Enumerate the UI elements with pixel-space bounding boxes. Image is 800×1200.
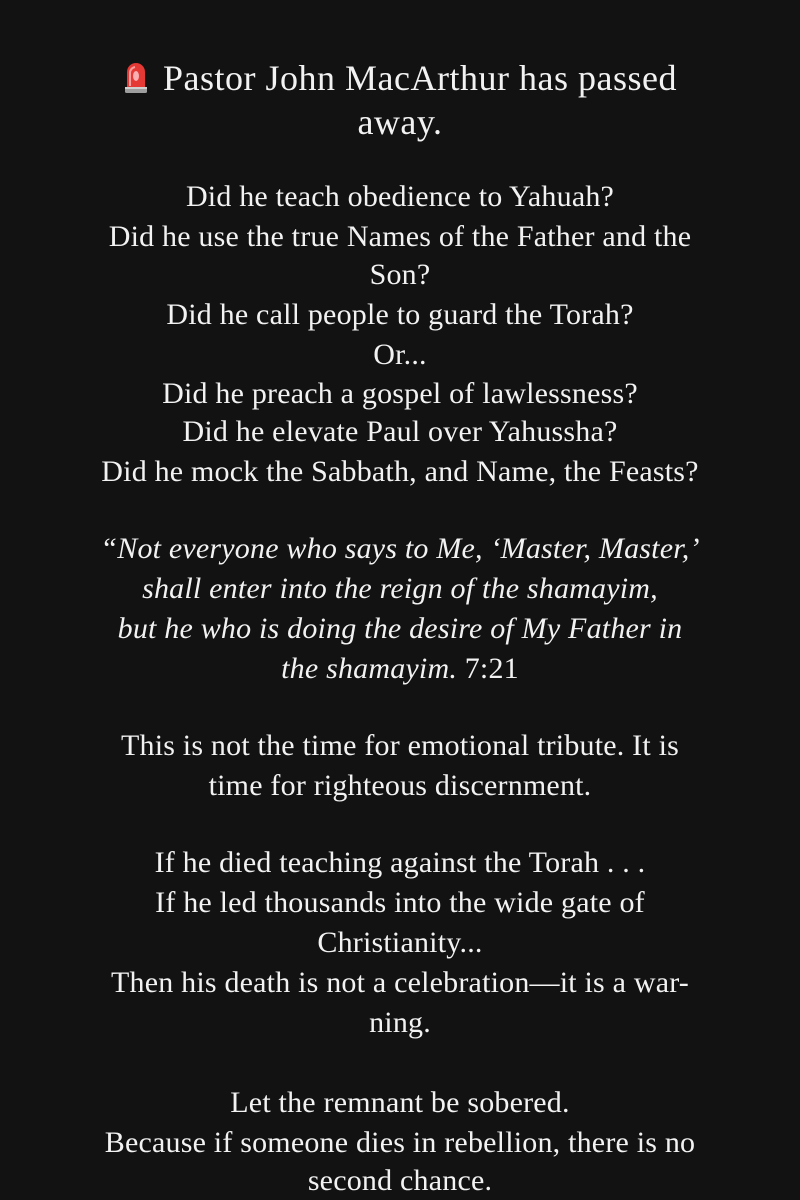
closing-line: Because if someone dies in rebellion, there is no <box>104 1126 696 1159</box>
title-line-2: away. <box>357 102 443 142</box>
question-line: Did he preach a gospel of lawlessness? <box>162 377 638 410</box>
question-line: Son? <box>369 258 431 291</box>
question-line: Or... <box>373 338 427 371</box>
question-line: Did he elevate Paul over Yahussha? <box>182 415 618 448</box>
question-line: Did he call people to guard the Torah? <box>166 298 634 331</box>
quote-reference: 7:21 <box>464 652 519 685</box>
quote-text: the shamayim. <box>281 652 458 685</box>
closing-line: Let the remnant be sobered. <box>230 1086 570 1119</box>
quote-line-last <box>0 650 800 688</box>
question-line: Did he teach obedience to Yahuah? <box>185 180 615 213</box>
tribute-line: This is not the time for emotional tribute. It is <box>120 729 680 762</box>
closing-line: second chance. <box>307 1164 493 1197</box>
title-line-1: Pastor John MacArthur has passed <box>163 58 677 98</box>
warning-line: If he died teaching against the Torah . . . <box>154 846 646 879</box>
warning-line: Then his death is not a celebration—it is a war- <box>111 966 689 999</box>
question-line: Did he use the true Names of the Father and the <box>108 220 692 253</box>
siren-icon <box>123 60 149 94</box>
warning-line: ning. <box>369 1006 431 1039</box>
warning-line: If he led thousands into the wide gate of <box>155 886 645 919</box>
question-line: Did he mock the Sabbath, and Name, the Feasts? <box>101 455 699 488</box>
warning-line: Christianity... <box>317 926 483 959</box>
quote-line: “Not everyone who says to Me, ‘Master, Master,’ <box>100 532 700 565</box>
tribute-line: time for righteous discernment. <box>208 769 592 802</box>
quote-line: but he who is doing the desire of My Father in <box>117 612 683 645</box>
post-title <box>0 56 800 100</box>
quote-line: shall enter into the reign of the shamayim, <box>142 572 658 605</box>
